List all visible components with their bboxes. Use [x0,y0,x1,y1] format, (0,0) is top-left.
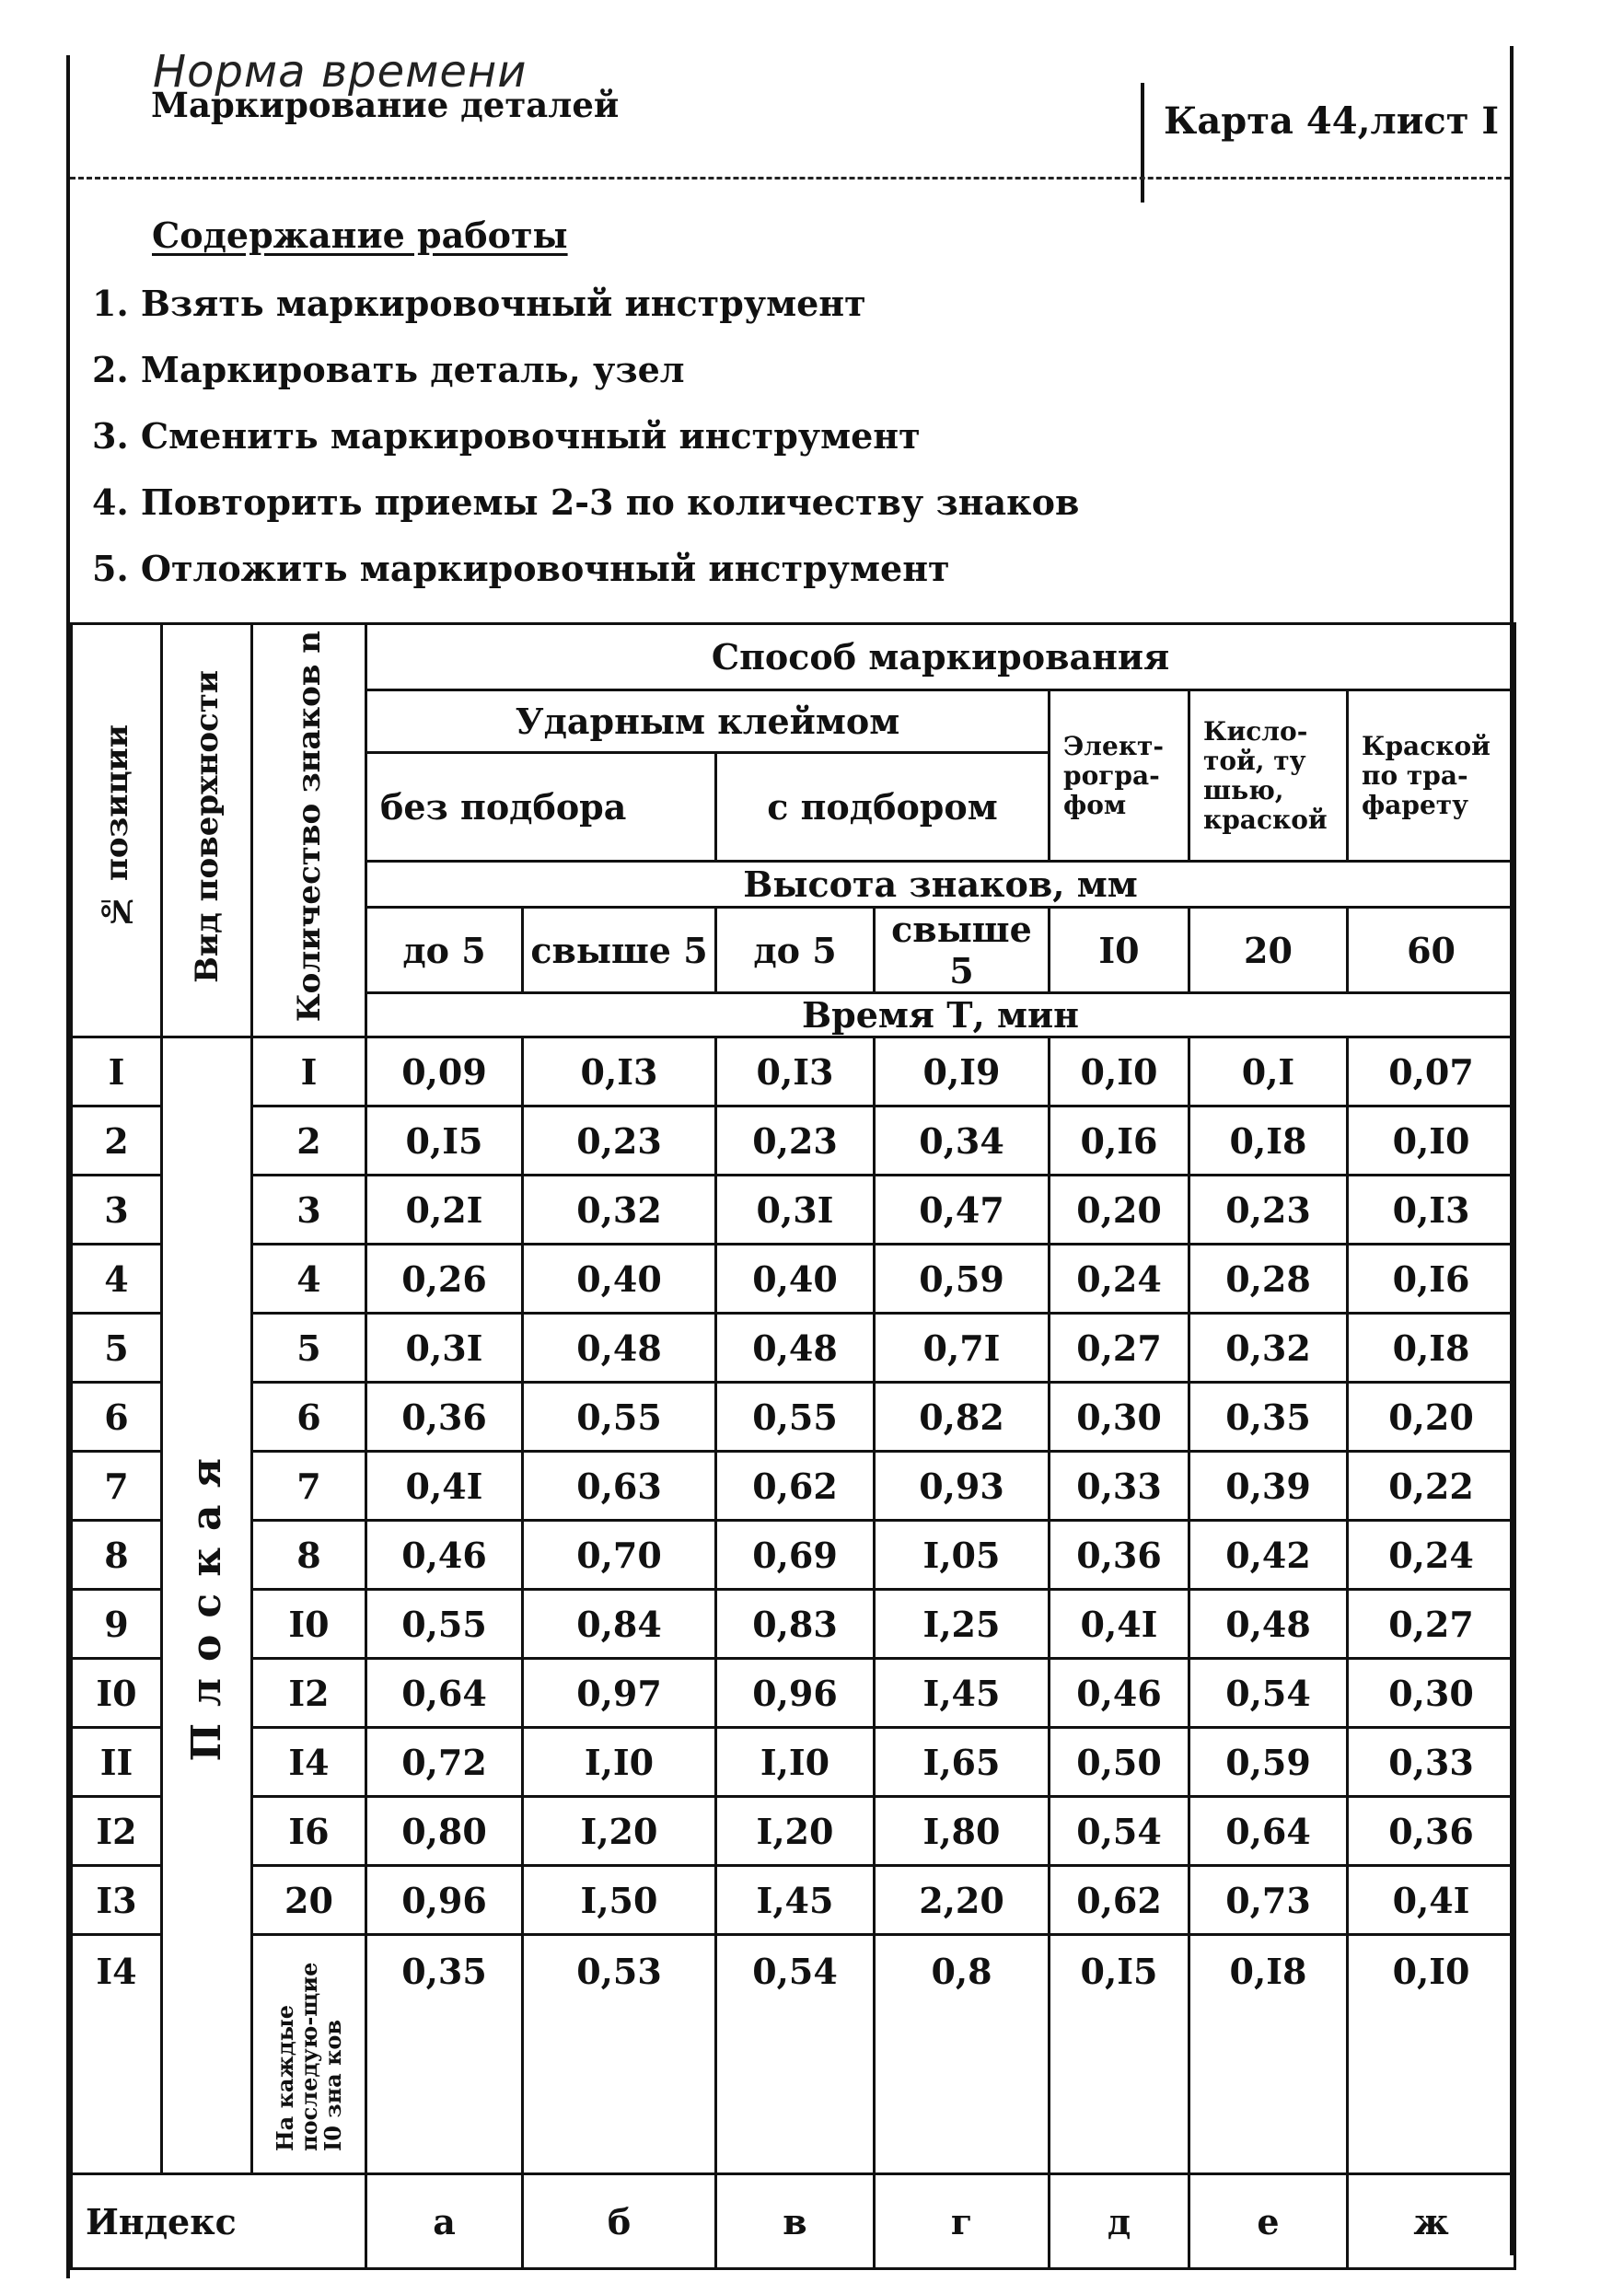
value-cell: 0,I0 [1050,1037,1189,1106]
card-separator [1141,83,1144,203]
value-cell: 0,64 [366,1659,523,1728]
value-cell: 0,46 [366,1521,523,1590]
value-cell: I,45 [875,1659,1050,1728]
value-cell: I,05 [875,1521,1050,1590]
value-cell: 0,46 [1050,1659,1189,1728]
card-number: Карта 44,лист I [1164,99,1500,143]
no-selection-header: без подбора [366,753,716,862]
method-header: Способ маркирования [366,624,1515,690]
value-cell: 0,40 [716,1245,875,1314]
row-position: 8 [72,1521,162,1590]
row-position: I2 [72,1797,162,1866]
value-cell: I,45 [716,1866,875,1935]
index-letter: в [716,2174,875,2269]
index-letter: г [875,2174,1050,2269]
value-cell: 0,23 [1189,1176,1348,1245]
value-cell: 0,54 [1189,1659,1348,1728]
value-cell: 0,96 [716,1659,875,1728]
height-value: 60 [1348,908,1515,993]
value-cell: 0,62 [1050,1866,1189,1935]
index-letter: д [1050,2174,1189,2269]
value-cell: 0,I3 [523,1037,716,1106]
value-cell: 0,55 [716,1383,875,1452]
value-cell: 0,82 [875,1383,1050,1452]
value-cell: 0,I6 [1348,1245,1515,1314]
value-cell: 0,I6 [1050,1106,1189,1176]
height-value: I0 [1050,908,1189,993]
value-cell: I,20 [523,1797,716,1866]
value-cell: 0,24 [1050,1245,1189,1314]
value-cell: 0,7I [875,1314,1050,1383]
value-cell: 0,48 [716,1314,875,1383]
value-cell: 0,I0 [1348,1935,1515,2174]
value-cell: 0,I5 [1050,1935,1189,2174]
value-cell: 0,2I [366,1176,523,1245]
value-cell: 0,I [1189,1037,1348,1106]
value-cell: 0,07 [1348,1037,1515,1106]
index-letter: а [366,2174,523,2269]
value-cell: 0,84 [523,1590,716,1659]
value-cell: I,I0 [716,1728,875,1797]
work-steps-list [92,281,1079,612]
work-step: 1. Взять маркировочный инструмент [92,283,866,324]
value-cell: 0,I8 [1189,1106,1348,1176]
handwritten-title: Норма времени [153,46,528,98]
height-value: 20 [1189,908,1348,993]
value-cell: 0,35 [366,1935,523,2174]
value-cell: 0,I8 [1189,1935,1348,2174]
row-count: 7 [252,1452,366,1521]
value-cell: 0,50 [1050,1728,1189,1797]
value-cell: 0,3I [366,1314,523,1383]
row-position: I0 [72,1659,162,1728]
value-cell: 0,4I [366,1452,523,1521]
value-cell: 0,26 [366,1245,523,1314]
position-column-header: № позиции [72,624,162,1037]
count-column-header: Количество знаков n [252,624,366,1037]
value-cell: 0,23 [523,1106,716,1176]
value-cell: 0,I3 [1348,1176,1515,1245]
value-cell: 0,20 [1348,1383,1515,1452]
value-cell: I,25 [875,1590,1050,1659]
value-cell: 0,I0 [1348,1106,1515,1176]
row-position: I [72,1037,162,1106]
value-cell: 0,34 [875,1106,1050,1176]
value-cell: 0,72 [366,1728,523,1797]
value-cell: 0,I8 [1348,1314,1515,1383]
value-cell: 0,36 [1348,1797,1515,1866]
value-cell: 0,93 [875,1452,1050,1521]
value-cell: 0,55 [366,1590,523,1659]
value-cell: 0,73 [1189,1866,1348,1935]
value-cell: 0,4I [1050,1590,1189,1659]
row-position: 5 [72,1314,162,1383]
row-count: I4 [252,1728,366,1797]
row-position: 6 [72,1383,162,1452]
time-norm-table [70,622,1514,2270]
work-step: 4. Повторить приемы 2-3 по количеству знаков [92,481,1080,523]
value-cell: I,50 [523,1866,716,1935]
value-cell: 0,69 [716,1521,875,1590]
work-step: 5. Отложить маркировочный инструмент [92,548,950,589]
row-count: 3 [252,1176,366,1245]
row-position: 4 [72,1245,162,1314]
work-content-title: Содержание работы [152,214,568,256]
height-label: Высота знаков, мм [366,862,1515,908]
value-cell: 0,35 [1189,1383,1348,1452]
value-cell: 2,20 [875,1866,1050,1935]
row-position: 7 [72,1452,162,1521]
row-position: II [72,1728,162,1797]
row-count: 5 [252,1314,366,1383]
row-count: 4 [252,1245,366,1314]
time-label: Время Т, мин [366,993,1515,1037]
value-cell: 0,36 [1050,1521,1189,1590]
value-cell: I,20 [716,1797,875,1866]
surface-column-header: Вид поверхности [162,624,252,1037]
value-cell: 0,23 [716,1106,875,1176]
index-letter: б [523,2174,716,2269]
value-cell: 0,30 [1050,1383,1189,1452]
value-cell: 0,27 [1348,1590,1515,1659]
value-cell: 0,I3 [716,1037,875,1106]
value-cell: 0,I5 [366,1106,523,1176]
row-count: I [252,1037,366,1106]
acid-header: Кисло-той, ту шью, краской [1189,690,1348,862]
value-cell: 0,09 [366,1037,523,1106]
value-cell: 0,32 [523,1176,716,1245]
value-cell: 0,33 [1050,1452,1189,1521]
value-cell: 0,80 [366,1797,523,1866]
document-header [70,37,1510,175]
value-cell: 0,42 [1189,1521,1348,1590]
document-subtitle: Маркирование деталей [151,85,620,125]
row-position: 3 [72,1176,162,1245]
value-cell: 0,I9 [875,1037,1050,1106]
value-cell: 0,33 [1348,1728,1515,1797]
height-value: до 5 [366,908,523,993]
row-position: 9 [72,1590,162,1659]
value-cell: 0,22 [1348,1452,1515,1521]
height-value: до 5 [716,908,875,993]
value-cell: 0,39 [1189,1452,1348,1521]
value-cell: I,65 [875,1728,1050,1797]
row-position: 2 [72,1106,162,1176]
value-cell: 0,27 [1050,1314,1189,1383]
work-step: 2. Маркировать деталь, узел [92,349,685,390]
stamp-header: Ударным клеймом [366,690,1050,753]
work-step: 3. Сменить маркировочный инструмент [92,415,921,457]
height-value: свыше 5 [523,908,716,993]
value-cell: 0,36 [366,1383,523,1452]
value-cell: 0,20 [1050,1176,1189,1245]
value-cell: 0,8 [875,1935,1050,2174]
value-cell: 0,4I [1348,1866,1515,1935]
value-cell: 0,24 [1348,1521,1515,1590]
value-cell: 0,70 [523,1521,716,1590]
value-cell: 0,55 [523,1383,716,1452]
value-cell: 0,48 [1189,1590,1348,1659]
value-cell: 0,54 [1050,1797,1189,1866]
index-letter: ж [1348,2174,1515,2269]
electro-header: Элект-рогра-фом [1050,690,1189,862]
paint-header: Краской по тра-фарету [1348,690,1515,862]
row-count: I0 [252,1590,366,1659]
index-label: Индекс [72,2174,366,2269]
row-count: 8 [252,1521,366,1590]
with-selection-header: с подбором [716,753,1050,862]
value-cell: 0,48 [523,1314,716,1383]
surface-cell: Плоская [162,1037,252,2174]
value-cell: 0,62 [716,1452,875,1521]
row-count: 20 [252,1866,366,1935]
value-cell: 0,3I [716,1176,875,1245]
row-count: I2 [252,1659,366,1728]
value-cell: 0,47 [875,1176,1050,1245]
row-position: I3 [72,1866,162,1935]
index-letter: е [1189,2174,1348,2269]
value-cell: 0,59 [1189,1728,1348,1797]
last-count-cell: На каждые последую-щие I0 зна ков [252,1935,366,2174]
value-cell: I,80 [875,1797,1050,1866]
value-cell: 0,96 [366,1866,523,1935]
value-cell: 0,32 [1189,1314,1348,1383]
value-cell: 0,63 [523,1452,716,1521]
value-cell: 0,59 [875,1245,1050,1314]
value-cell: 0,64 [1189,1797,1348,1866]
row-count: I6 [252,1797,366,1866]
value-cell: 0,30 [1348,1659,1515,1728]
row-count: 6 [252,1383,366,1452]
value-cell: 0,97 [523,1659,716,1728]
value-cell: 0,83 [716,1590,875,1659]
value-cell: I,I0 [523,1728,716,1797]
row-position: I4 [72,1935,162,2174]
header-dashed-divider [70,177,1510,180]
height-value: свыше 5 [875,908,1050,993]
row-count: 2 [252,1106,366,1176]
value-cell: 0,54 [716,1935,875,2174]
value-cell: 0,53 [523,1935,716,2174]
value-cell: 0,40 [523,1245,716,1314]
value-cell: 0,28 [1189,1245,1348,1314]
